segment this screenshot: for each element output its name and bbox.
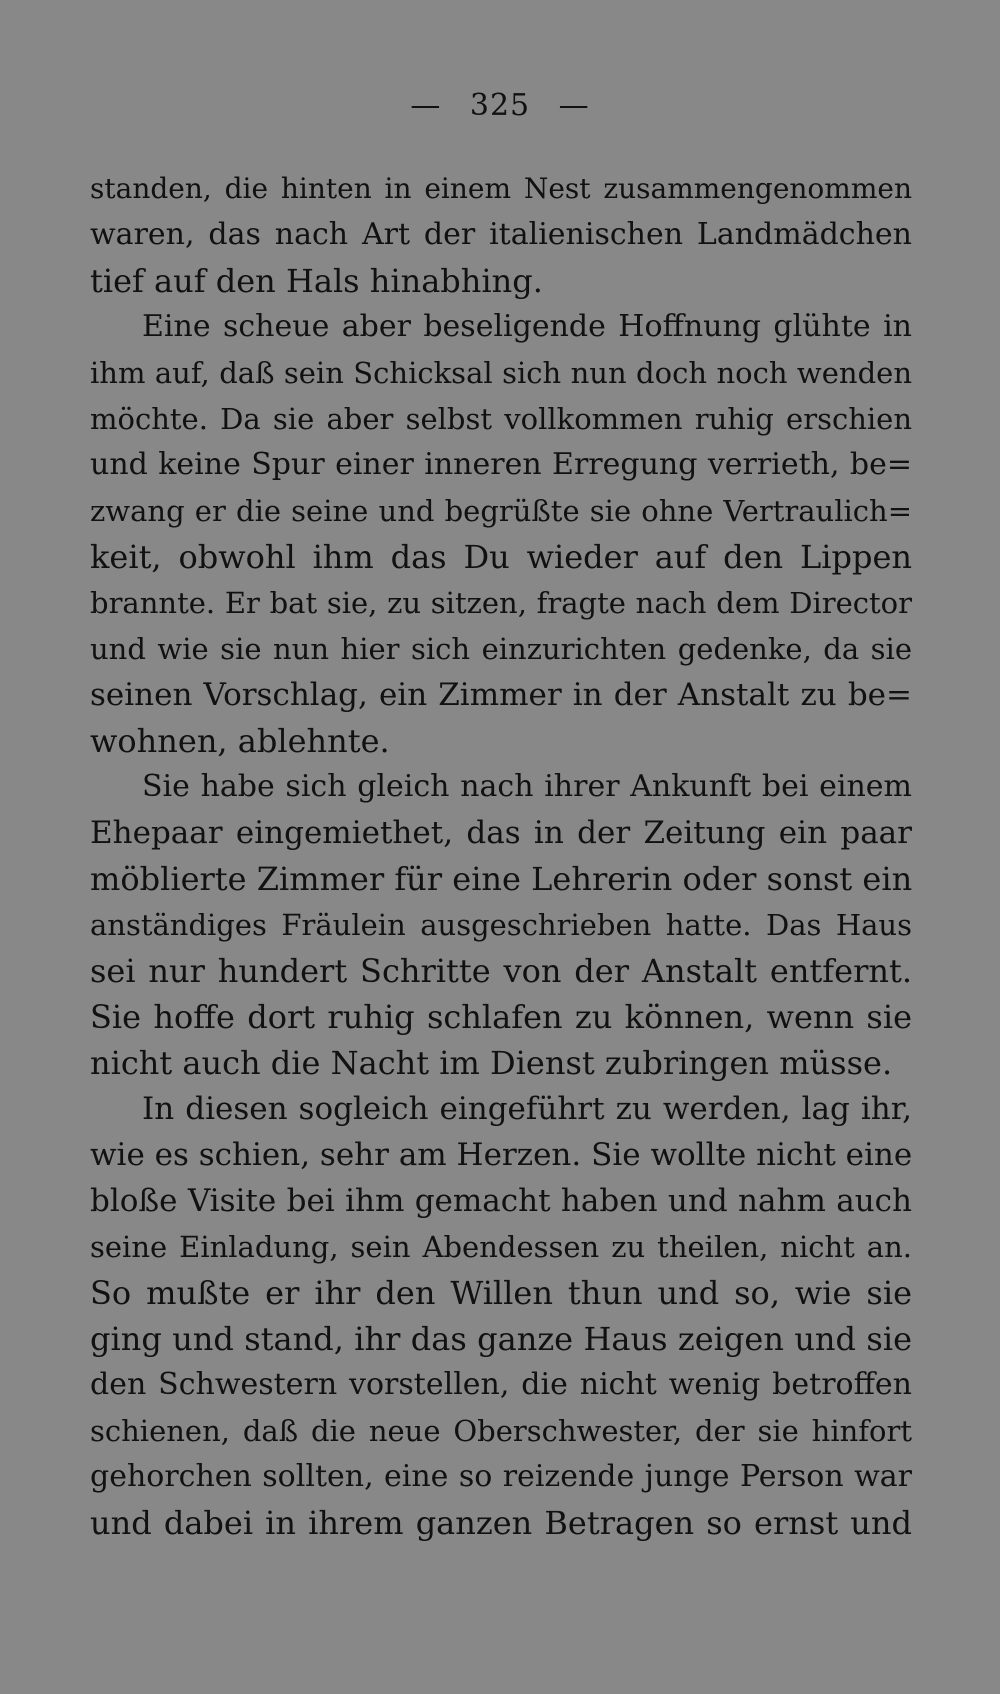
text-line: und keine Spur einer inneren Erregung verrieth, be= (90, 447, 912, 482)
text-line: und wie sie nun hier sich einzurichten gedenke, da sie (90, 632, 912, 666)
text-line: standen, die hinten in einem Nest zusammengenommen (90, 172, 912, 205)
text-line: schienen, daß die neue Oberschwester, der sie hinfort (90, 1414, 912, 1448)
text-line: anständiges Fräulein ausgeschrieben hatte. Das Haus (90, 908, 912, 942)
text-line: bloße Visite bei ihm gemacht haben und nahm auch (90, 1183, 912, 1219)
text-line: gehorchen sollten, eine so reizende junge Person war (90, 1459, 912, 1494)
text-line: Ehepaar eingemiethet, das in der Zeitung ein paar (90, 815, 912, 851)
text-line: keit, obwohl ihm das Du wieder auf den Lippen (90, 538, 912, 576)
text-line: So mußte er ihr den Willen thun und so, wie sie (90, 1274, 912, 1312)
text-line: seinen Vorschlag, ein Zimmer in der Anstalt zu be= (90, 677, 912, 713)
text-line: In diesen sogleich eingeführt zu werden, lag ihr, (142, 1091, 912, 1127)
text-line: zwang er die seine und begrüßte sie ohne Vertraulich= (90, 494, 912, 528)
text-line: ihm auf, daß sein Schicksal sich nun doch noch wenden (90, 356, 912, 390)
text-line: Sie hoffe dort ruhig schlafen zu können, wenn sie (90, 998, 912, 1036)
text-line: möchte. Da sie aber selbst vollkommen ruhig erschien (90, 402, 912, 436)
page-header (0, 88, 1000, 123)
text-line: nicht auch die Nacht im Dienst zubringen müsse. (90, 1044, 893, 1082)
header-dash-left: — (410, 88, 442, 123)
text-line: und dabei in ihrem ganzen Betragen so ernst und (90, 1504, 912, 1542)
text-line: wohnen, ablehnte. (90, 722, 390, 760)
text-line: wie es schien, sehr am Herzen. Sie wollte nicht eine (90, 1137, 912, 1173)
text-line: sei nur hundert Schritte von der Anstalt entfernt. (90, 952, 912, 990)
text-line: Sie habe sich gleich nach ihrer Ankunft bei einem (142, 769, 912, 804)
body-text (90, 166, 912, 1546)
text-line: ging und stand, ihr das ganze Haus zeigen und sie (90, 1320, 912, 1358)
header-dash-right: — (558, 88, 590, 123)
text-line: brannte. Er bat sie, zu sitzen, fragte nach dem Director (90, 586, 912, 620)
text-line: tief auf den Hals hinabhing. (90, 262, 543, 300)
text-line: seine Einladung, sein Abendessen zu theilen, nicht an. (90, 1230, 912, 1264)
text-line: den Schwestern vorstellen, die nicht wenig betroffen (90, 1367, 912, 1402)
text-line: waren, das nach Art der italienischen Landmädchen (90, 217, 912, 252)
text-line: möblierte Zimmer für eine Lehrerin oder sonst ein (90, 860, 912, 898)
page-number: 325 (469, 88, 531, 123)
text-line: Eine scheue aber beseligende Hoffnung glühte in (142, 309, 912, 344)
